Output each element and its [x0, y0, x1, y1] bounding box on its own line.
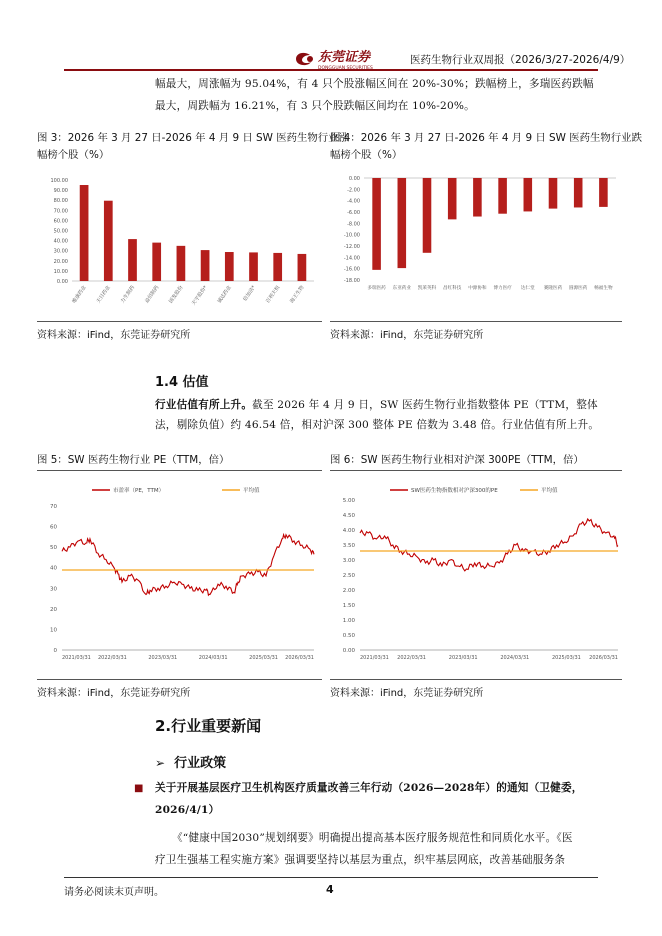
fig4-chart	[330, 168, 622, 318]
fig3-ytick-label: 100.00	[50, 178, 68, 184]
fig3-bar	[177, 246, 186, 281]
fig5-source: 资料来源：iFind，东莞证券研究所	[37, 688, 191, 699]
intro-line-2: 最大，周跌幅为 16.21%，有 3 只个股跌幅区间均在 10%-20%。	[155, 100, 475, 112]
page-number: 4	[326, 883, 334, 896]
fig5-xtick-label: 2024/03/31	[198, 655, 228, 661]
fig4-bar	[549, 178, 558, 209]
fig3-category-label: 力生制药	[119, 284, 137, 305]
footer-disclaimer: 请务必阅读末页声明。	[64, 887, 164, 898]
report-title: 医药生物行业双周报（2026/3/27-2026/4/9）	[410, 54, 631, 66]
news-body-line-1: 《“健康中国2030”规划纲要》明确提出提高基本医疗服务规范性和同质化水平。《医	[172, 832, 573, 844]
fig4-category-label: 多瑞医药	[367, 286, 386, 291]
fig6-legend-label: 平均值	[541, 488, 558, 494]
fig6-xtick-label: 2021/03/31	[360, 655, 389, 661]
fig3-bar	[128, 239, 137, 281]
fig5-xtick-label: 2023/03/31	[148, 655, 178, 661]
news-body-line-2: 疗卫生强基工程实施方案》强调要坚持以基层为重点，织牢基层网底，改善基础服务条	[155, 854, 566, 866]
section-1-4-line-2: 法，剔除负值）约 46.54 倍，相对沪深 300 整体 PE 倍数为 3.48 倍。行业估值有所上升。	[155, 419, 600, 431]
fig6-xtick-label: 2026/03/31	[589, 655, 618, 661]
fig3-bar	[298, 254, 307, 281]
fig6-legend-label: SW医药生物指数相对沪深300的PE	[411, 488, 498, 494]
fig4-ytick-label: -18.00	[343, 278, 360, 284]
fig3-ytick-label: 10.00	[53, 268, 68, 275]
fig4-category-label: 昌红科技	[443, 286, 462, 291]
fig4-bar-chart	[330, 168, 622, 318]
fig5-ytick-label: 70	[50, 504, 57, 510]
fig5-xtick-label: 2022/03/31	[97, 655, 127, 661]
fig4-category-label: 圆源医药	[569, 286, 588, 291]
section-1-4-heading: 1.4 估值	[155, 375, 209, 390]
fig6-xtick-label: 2024/03/31	[500, 655, 530, 661]
fig6-ytick-label: 2.50	[342, 573, 355, 579]
fig5-ytick-label: 40	[50, 565, 57, 572]
fig4-bar	[423, 178, 432, 253]
fig4-category-label: 中源协和	[468, 286, 487, 291]
company-logo	[292, 47, 402, 71]
fig4-bar	[398, 178, 407, 268]
fig3-ytick-label: 70.00	[53, 208, 68, 215]
fig6-ytick-label: 0.50	[342, 633, 355, 639]
section-1-4-line1-rest: 截至 2026 年 4 月 9 日，SW 医药生物行业指数整体 PE（TTM，整体	[252, 399, 598, 411]
fig5-series-line	[62, 535, 314, 596]
news-title-line-2: 2026/4/1）	[155, 804, 220, 816]
fig3-ytick-label: 0.00	[56, 279, 68, 285]
fig3-category-label: 海王生物	[289, 284, 306, 305]
fig3-bar	[201, 250, 210, 281]
fig4-ytick-label: -14.00	[343, 255, 360, 262]
fig4-bottom-rule	[330, 321, 622, 322]
fig6-ytick-label: 3.00	[342, 558, 355, 564]
fig3-ytick-label: 90.00	[53, 188, 68, 195]
fig6-bottom-rule	[330, 679, 622, 680]
fig3-bar	[80, 185, 89, 281]
section-2-heading: 2.行业重要新闻	[155, 717, 262, 735]
fig5-xtick-label: 2021/03/31	[62, 655, 91, 661]
fig3-ytick-label: 60.00	[53, 218, 68, 225]
fig5-ytick-label: 60	[50, 524, 57, 531]
fig6-series-line	[360, 519, 618, 571]
fig3-bar	[273, 253, 282, 281]
fig4-ytick-label: -16.00	[343, 266, 360, 273]
fig3-caption-line2: 幅榜个股（%）	[37, 149, 110, 161]
fig6-ytick-label: 5.00	[342, 498, 355, 504]
fig3-ytick-label: 40.00	[53, 238, 68, 245]
arrow-bullet-icon: ➢	[155, 756, 166, 770]
fig4-caption-line1: 图 4：2026 年 3 月 27 日-2026 年 4 月 9 日 SW 医药生物行业跌	[330, 132, 642, 144]
fig6-top-rule	[330, 470, 622, 471]
fig3-bar	[225, 252, 234, 281]
logo-emblem-icon	[296, 53, 313, 65]
fig5-chart	[38, 476, 320, 666]
fig3-category-label: 诚达药业	[216, 284, 233, 305]
fig5-bottom-rule	[37, 679, 322, 680]
fig4-category-label: 达仁堂	[520, 286, 535, 291]
fig4-category-label: 凯莱英科	[417, 286, 437, 291]
fig6-ytick-label: 1.50	[342, 603, 355, 609]
fig3-category-label: 倍加洁*	[242, 284, 258, 303]
fig6-caption: 图 6：SW 医药生物行业相对沪深 300PE（TTM，倍）	[330, 454, 584, 466]
fig6-line-chart	[330, 476, 622, 666]
fig6-xtick-label: 2025/03/31	[551, 655, 581, 661]
fig4-ytick-label: -2.00	[347, 187, 360, 194]
fig4-ytick-label: -8.00	[347, 221, 360, 228]
fig4-category-label: 东亚药业	[392, 286, 411, 291]
logo-subtext: DONGGUAN SECURITIES	[318, 66, 373, 71]
fig6-ytick-label: 2.00	[342, 588, 355, 594]
fig6-ytick-label: 4.00	[342, 528, 355, 534]
fig6-ytick-label: 1.00	[342, 618, 355, 624]
fig3-bar	[104, 201, 113, 281]
fig3-category-label: 天宇股份*	[190, 284, 209, 307]
fig4-ytick-label: -6.00	[347, 210, 360, 216]
fig4-category-label: 赛隆医药	[543, 286, 563, 291]
fig6-chart	[330, 476, 622, 666]
section-1-4-lead: 行业估值有所上升。	[155, 399, 253, 411]
fig6-xtick-label: 2022/03/31	[397, 655, 427, 661]
fig4-bar	[498, 178, 507, 214]
fig4-bar	[473, 178, 482, 217]
section-1-4-line-1	[155, 394, 598, 416]
footer-rule	[64, 877, 598, 878]
header-rule	[64, 69, 598, 71]
fig4-caption	[330, 130, 642, 164]
fig3-ytick-label: 30.00	[53, 248, 68, 255]
fig3-caption-line1: 图 3：2026 年 3 月 27 日-2026 年 4 月 9 日 SW 医药生物行业涨	[37, 132, 349, 144]
section-2-subheading-text: 行业政策	[174, 756, 227, 771]
fig3-caption	[37, 130, 349, 164]
fig3-bar-chart	[38, 168, 320, 318]
fig3-category-label: 维康药业	[71, 284, 88, 305]
fig4-category-label: 博力医疗	[493, 286, 512, 291]
fig4-bar	[448, 178, 457, 219]
fig4-ytick-label: 0.00	[348, 176, 360, 182]
fig5-caption: 图 5：SW 医药生物行业 PE（TTM，倍）	[37, 454, 230, 466]
fig4-source: 资料来源：iFind，东莞证券研究所	[330, 330, 484, 341]
fig5-xtick-label: 2026/03/31	[285, 655, 314, 661]
fig3-bar	[249, 252, 258, 281]
fig4-ytick-label: -10.00	[343, 232, 360, 239]
fig3-category-label: 百利天恒	[264, 284, 282, 305]
fig6-ytick-label: 0.00	[342, 648, 355, 654]
fig4-bar	[372, 178, 381, 270]
fig5-top-rule	[37, 470, 322, 471]
fig4-bar	[524, 178, 533, 211]
fig4-bar	[599, 178, 608, 207]
fig3-ytick-label: 80.00	[53, 198, 68, 205]
fig5-xtick-label: 2025/03/31	[249, 655, 279, 661]
fig5-ytick-label: 0	[53, 648, 57, 654]
fig6-ytick-label: 3.50	[342, 543, 355, 549]
fig4-bar	[574, 178, 583, 207]
fig6-xtick-label: 2023/03/31	[448, 655, 478, 661]
intro-line-1: 幅最大，周涨幅为 95.04%，有 4 只个股涨幅区间在 20%-30%；跌幅榜上，多瑞医药跌幅	[155, 78, 594, 90]
fig5-ytick-label: 20	[50, 606, 57, 613]
fig3-category-label: 天目药业	[95, 284, 112, 305]
fig3-bottom-rule	[37, 321, 322, 322]
section-2-subheading	[155, 752, 226, 771]
fig4-ytick-label: -12.00	[343, 244, 360, 250]
square-bullet-icon: ■	[134, 783, 144, 794]
fig3-source: 资料来源：iFind，东莞证券研究所	[37, 330, 191, 341]
fig5-legend-label: 平均值	[243, 488, 260, 494]
logo-text: 东莞证券	[318, 50, 371, 65]
fig6-source: 资料来源：iFind，东莞证券研究所	[330, 688, 484, 699]
fig5-ytick-label: 30	[50, 586, 57, 593]
fig6-ytick-label: 4.50	[342, 513, 355, 519]
news-title-line-1: 关于开展基层医疗卫生机构医疗质量改善三年行动（2026—2028年）的通知（卫健委，	[155, 782, 583, 794]
fig3-bar	[152, 243, 161, 281]
fig5-legend-label: 市盈率（PE，TTM）	[113, 488, 165, 494]
fig3-category-label: 益佰制药	[143, 284, 161, 305]
fig3-category-label: 国发股份	[168, 284, 185, 305]
fig4-ytick-label: -4.00	[347, 198, 360, 205]
fig4-category-label: 畅福生物	[594, 286, 613, 291]
fig5-ytick-label: 50	[50, 545, 57, 552]
fig3-ytick-label: 50.00	[53, 228, 68, 235]
fig4-caption-line2: 幅榜个股（%）	[330, 149, 403, 161]
fig3-chart	[38, 168, 320, 318]
fig3-ytick-label: 20.00	[53, 258, 68, 265]
fig5-line-chart	[38, 476, 320, 666]
fig5-ytick-label: 10	[50, 627, 57, 634]
